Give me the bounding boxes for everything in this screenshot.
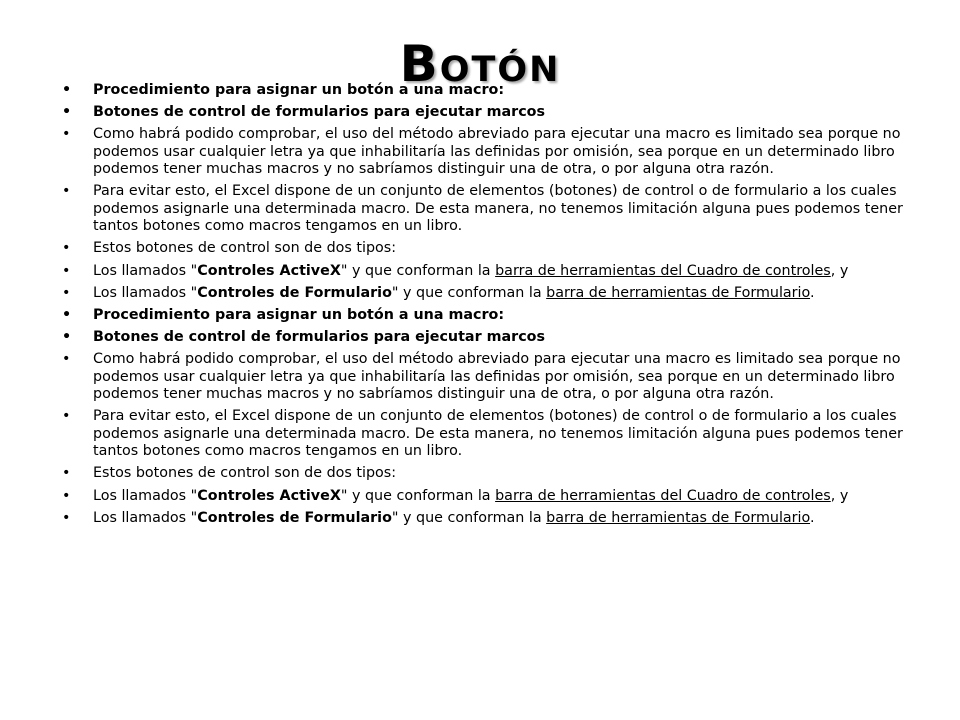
list-item	[62, 351, 922, 403]
bullet-icon: •	[62, 307, 72, 324]
bullet-icon: •	[62, 329, 72, 346]
activex-toolbar-link[interactable]: barra de herramientas del Cuadro de controles	[495, 262, 831, 279]
item-text-mid: " y que conforman la	[340, 262, 496, 279]
item-text: Procedimiento para asignar un botón a una macro:	[93, 82, 505, 98]
item-text: Procedimiento para asignar un botón a una macro:	[93, 307, 505, 324]
item-text: Estos botones de control son de dos tipos:	[93, 240, 397, 257]
bullet-icon: •	[62, 262, 71, 279]
list-item	[62, 465, 922, 482]
list-item	[62, 240, 922, 257]
item-text-pre: Los llamados "	[93, 262, 198, 279]
item-text: Para evitar esto, el Excel dispone de un conjunto de elementos (botones) de control o de formulario a los cuales podemos asignarle una determinada macro. De esta manera, no tenemos limitación alguna pues podemos tener tantos botones como macros tengamos en un libro.	[93, 408, 903, 460]
bullet-icon: •	[62, 351, 71, 368]
bullet-icon: •	[62, 183, 71, 200]
item-text-bold: Controles ActiveX	[197, 487, 341, 504]
item-text-post: , y	[830, 487, 849, 504]
list-item	[62, 510, 922, 527]
bullet-icon: •	[62, 82, 72, 98]
item-text: Botones de control de formularios para ejecutar marcos	[93, 329, 546, 346]
slide-title: Botón	[399, 35, 561, 93]
list-item	[62, 408, 922, 460]
item-text-pre: Los llamados "	[93, 284, 198, 301]
item-text: Como habrá podido comprobar, el uso del método abreviado para ejecutar una macro es limitado sea porque no podemos usar cualquier letra ya que inhabilitaría las definidas por omisión, sea porque en un determinado libro podemos tener muchas macros y no sabríamos distinguir una de otra, o por alguna otra razón.	[93, 351, 901, 403]
list-item	[62, 285, 922, 302]
list-item	[62, 183, 922, 235]
form-toolbar-link[interactable]: barra de herramientas de Formulario	[546, 284, 811, 301]
item-text-mid: " y que conforman la	[391, 284, 547, 301]
item-text: Estos botones de control son de dos tipos:	[93, 465, 397, 482]
item-text-bold: Controles de Formulario	[197, 284, 392, 301]
item-text-post: .	[810, 284, 815, 301]
item-text-pre: Los llamados "	[93, 487, 198, 504]
item-text: Para evitar esto, el Excel dispone de un conjunto de elementos (botones) de control o de formulario a los cuales podemos asignarle una determinada macro. De esta manera, no tenemos limitación alguna pues podemos tener tantos botones como macros tengamos en un libro.	[93, 183, 903, 235]
item-text-bold: Controles ActiveX	[197, 262, 341, 279]
item-text-mid: " y que conforman la	[391, 509, 547, 526]
list-item	[62, 104, 922, 121]
list-item	[62, 329, 922, 346]
bullet-icon: •	[62, 487, 71, 504]
item-text-post: .	[810, 509, 815, 526]
list-item	[62, 126, 922, 178]
item-text-pre: Los llamados "	[93, 509, 198, 526]
bullet-icon: •	[62, 408, 71, 425]
bullet-icon: •	[62, 509, 71, 526]
bullet-icon: •	[62, 240, 71, 257]
bullet-list	[62, 82, 922, 532]
bullet-icon: •	[62, 104, 72, 121]
bullet-icon: •	[62, 284, 71, 301]
item-text-mid: " y que conforman la	[340, 487, 496, 504]
activex-toolbar-link[interactable]: barra de herramientas del Cuadro de controles	[495, 487, 831, 504]
form-toolbar-link[interactable]: barra de herramientas de Formulario	[546, 509, 811, 526]
bullet-icon: •	[62, 465, 71, 482]
item-text: Botones de control de formularios para ejecutar marcos	[93, 104, 546, 121]
list-item	[62, 263, 922, 280]
item-text-post: , y	[830, 262, 849, 279]
list-item	[62, 82, 922, 99]
item-text: Como habrá podido comprobar, el uso del método abreviado para ejecutar una macro es limitado sea porque no podemos usar cualquier letra ya que inhabilitaría las definidas por omisión, sea porque en un determinado libro podemos tener muchas macros y no sabríamos distinguir una de otra, o por alguna otra razón.	[93, 126, 901, 178]
list-item	[62, 488, 922, 505]
bullet-icon: •	[62, 126, 71, 143]
item-text-bold: Controles de Formulario	[197, 509, 392, 526]
list-item	[62, 307, 922, 324]
